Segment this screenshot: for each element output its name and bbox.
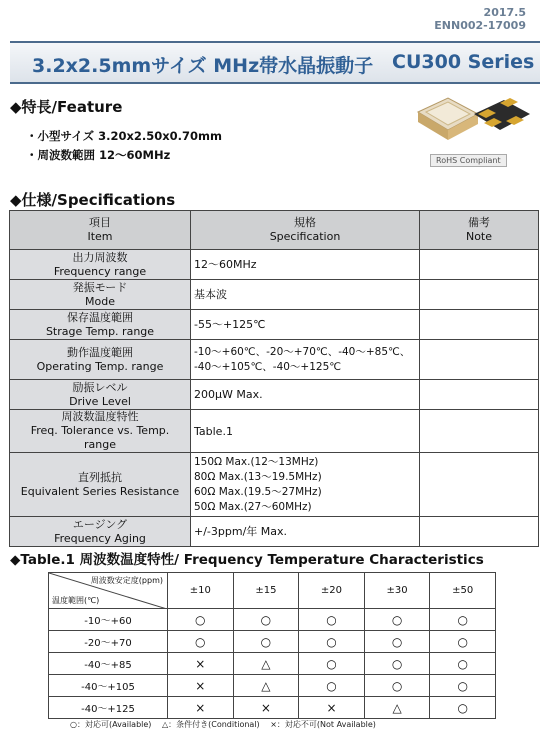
- spec-row: 周波数温度特性 Freq. Tolerance vs. Temp. range Table.1: [10, 410, 539, 453]
- series-name: CU300 Series: [392, 51, 535, 73]
- feature-heading: ◆特長/Feature: [10, 98, 123, 116]
- t1-col: ±10: [168, 573, 234, 609]
- feature-item-frequency: ・周波数範囲 12～60MHz: [26, 148, 171, 162]
- spec-row: 励振レベル Drive Level 200μW Max.: [10, 380, 539, 410]
- col-item: 項目 Item: [10, 211, 191, 250]
- t1-row: -40～+125 × × × △ ○: [49, 697, 496, 719]
- t1-col: ±50: [430, 573, 496, 609]
- title-bar: [10, 41, 540, 84]
- spec-row: 発振モード Mode 基本波: [10, 280, 539, 310]
- doc-number: ENN002-17009: [434, 19, 526, 32]
- spec-row: 直列抵抗 Equivalent Series Resistance 150Ω Max.(12～13MHz) 80Ω Max.(13～19.5MHz) 60Ω Max.(19.5～27MHz) 50Ω Max.(27～60MHz): [10, 453, 539, 517]
- spec-row: 保存温度範囲 Strage Temp. range -55～+125℃: [10, 310, 539, 340]
- col-note: 備考 Note: [420, 211, 539, 250]
- table1-legend: ○：対応可(Available) △：条件付き(Conditional) ×：対応不可(Not Available): [70, 720, 376, 729]
- t1-corner: 周波数安定度(ppm) 温度範囲(℃): [49, 573, 168, 609]
- spec-row: 動作温度範囲 Operating Temp. range -10～+60℃、-20～+70℃、-40～+85℃、 -40～+105℃、-40～+125℃: [10, 340, 539, 380]
- col-spec: 規格 Specification: [191, 211, 420, 250]
- t1-col: ±15: [233, 573, 299, 609]
- table1-heading: ◆Table.1 周波数温度特性/ Frequency Temperature Characteristics: [10, 552, 484, 568]
- rohs-badge: RoHS Compliant: [430, 154, 507, 167]
- t1-col: ±30: [364, 573, 430, 609]
- t1-row: -40～+85 × △ ○ ○ ○: [49, 653, 496, 675]
- doc-header: [434, 6, 526, 32]
- feature-item-size: ・小型サイズ 3.20x2.50x0.70mm: [26, 129, 223, 143]
- crystal-chip-icon: [412, 90, 532, 154]
- page-title: 3.2x2.5mmサイズ MHz帯水晶振動子: [32, 55, 374, 77]
- t1-col: ±20: [299, 573, 365, 609]
- t1-row: -10～+60 ○ ○ ○ ○ ○: [49, 609, 496, 631]
- temperature-table: [48, 572, 496, 719]
- spec-heading: ◆仕様/Specifications: [10, 191, 176, 209]
- t1-header-row: [49, 573, 496, 609]
- spec-row: 出力周波数 Frequency range 12～60MHz: [10, 250, 539, 280]
- t1-row: -40～+105 × △ ○ ○ ○: [49, 675, 496, 697]
- spec-row: エージング Frequency Aging +/-3ppm/年 Max.: [10, 517, 539, 547]
- t1-row: -20～+70 ○ ○ ○ ○ ○: [49, 631, 496, 653]
- spec-table: [9, 210, 539, 547]
- spec-header-row: [10, 211, 539, 250]
- doc-date: 2017.5: [483, 6, 526, 19]
